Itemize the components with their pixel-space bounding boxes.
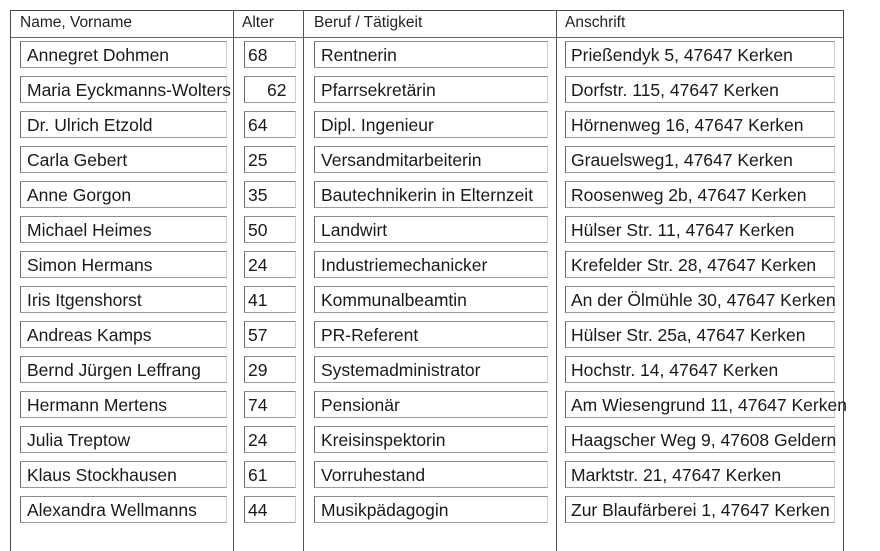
address-cell: Am Wiesengrund 11, 47647 Kerken: [571, 395, 847, 415]
job-cell: Pfarrsekretärin: [321, 80, 436, 100]
job-cell: Musikpädagogin: [321, 500, 449, 520]
age-cell: 24: [248, 255, 268, 275]
address-cell: Hörnenweg 16, 47647 Kerken: [571, 115, 804, 135]
name-cell: Maria Eyckmanns-Wolters: [27, 80, 231, 100]
age-cell: 35: [248, 185, 268, 205]
table-row: [11, 423, 843, 458]
job-cell: Kommunalbeamtin: [321, 290, 467, 310]
table-row: [11, 178, 843, 213]
job-cell: Industriemechanicker: [321, 255, 488, 275]
table-row: [11, 108, 843, 143]
table-row: [11, 248, 843, 283]
header-address: Anschrift: [565, 14, 626, 31]
name-cell: Andreas Kamps: [27, 325, 152, 345]
age-cell: 57: [248, 325, 268, 345]
name-cell: Alexandra Wellmanns: [27, 500, 197, 520]
address-cell: Dorfstr. 115, 47647 Kerken: [571, 80, 779, 100]
address-cell: Haagscher Weg 9, 47608 Geldern: [571, 430, 837, 450]
job-cell: PR-Referent: [321, 325, 419, 345]
address-cell: Prießendyk 5, 47647 Kerken: [571, 45, 793, 65]
name-cell: Michael Heimes: [27, 220, 152, 240]
address-cell: Hülser Str. 25a, 47647 Kerken: [571, 325, 806, 345]
job-cell: Pensionär: [321, 395, 400, 415]
age-cell: 25: [248, 150, 268, 170]
address-cell: Hülser Str. 11, 47647 Kerken: [571, 220, 795, 240]
name-cell: Carla Gebert: [27, 150, 128, 170]
address-cell: Krefelder Str. 28, 47647 Kerken: [571, 255, 817, 275]
age-cell: 41: [248, 290, 268, 310]
name-cell: Iris Itgenshorst: [27, 290, 142, 310]
header-age: Alter: [242, 14, 274, 31]
header-name: Name, Vorname: [20, 14, 132, 31]
table-row: [11, 458, 843, 493]
address-cell: Marktstr. 21, 47647 Kerken: [571, 465, 782, 485]
table-row: [11, 318, 843, 353]
age-cell: 68: [248, 45, 268, 65]
age-cell: 50: [248, 220, 268, 240]
age-cell: 62: [267, 80, 287, 100]
name-cell: Hermann Mertens: [27, 395, 168, 415]
job-cell: Rentnerin: [321, 45, 397, 65]
job-cell: Landwirt: [321, 220, 388, 240]
address-cell: Roosenweg 2b, 47647 Kerken: [571, 185, 807, 205]
address-cell: Grauelsweg1, 47647 Kerken: [571, 150, 793, 170]
name-cell: Dr. Ulrich Etzold: [27, 115, 153, 135]
job-cell: Bautechnikerin in Elternzeit: [321, 185, 534, 205]
address-cell: Hochstr. 14, 47647 Kerken: [571, 360, 779, 380]
name-cell: Simon Hermans: [27, 255, 153, 275]
address-cell: Zur Blaufärberei 1, 47647 Kerken: [571, 500, 830, 520]
table-row: [11, 73, 843, 108]
address-cell: An der Ölmühle 30, 47647 Kerken: [571, 290, 836, 310]
table-row: [11, 353, 843, 388]
job-cell: Dipl. Ingenieur: [321, 115, 434, 135]
table-row: [11, 493, 843, 528]
name-cell: Annegret Dohmen: [27, 45, 170, 65]
age-cell: 74: [248, 395, 268, 415]
name-cell: Julia Treptow: [27, 430, 131, 450]
job-cell: Systemadministrator: [321, 360, 481, 380]
table-row: [11, 213, 843, 248]
name-cell: Bernd Jürgen Leffrang: [27, 360, 201, 380]
job-cell: Versandmitarbeiterin: [321, 150, 482, 170]
job-cell: Kreisinspektorin: [321, 430, 446, 450]
name-cell: Klaus Stockhausen: [27, 465, 177, 485]
age-cell: 29: [248, 360, 268, 380]
name-cell: Anne Gorgon: [27, 185, 132, 205]
age-cell: 24: [248, 430, 268, 450]
table-row: [11, 283, 843, 318]
table-row: [11, 38, 843, 73]
table-row: [11, 388, 847, 423]
age-cell: 44: [248, 500, 268, 520]
job-cell: Vorruhestand: [321, 465, 426, 485]
age-cell: 61: [248, 465, 268, 485]
age-cell: 64: [248, 115, 268, 135]
member-table: [10, 10, 847, 551]
table-row: [11, 143, 843, 178]
header-job: Beruf / Tätigkeit: [314, 14, 423, 31]
